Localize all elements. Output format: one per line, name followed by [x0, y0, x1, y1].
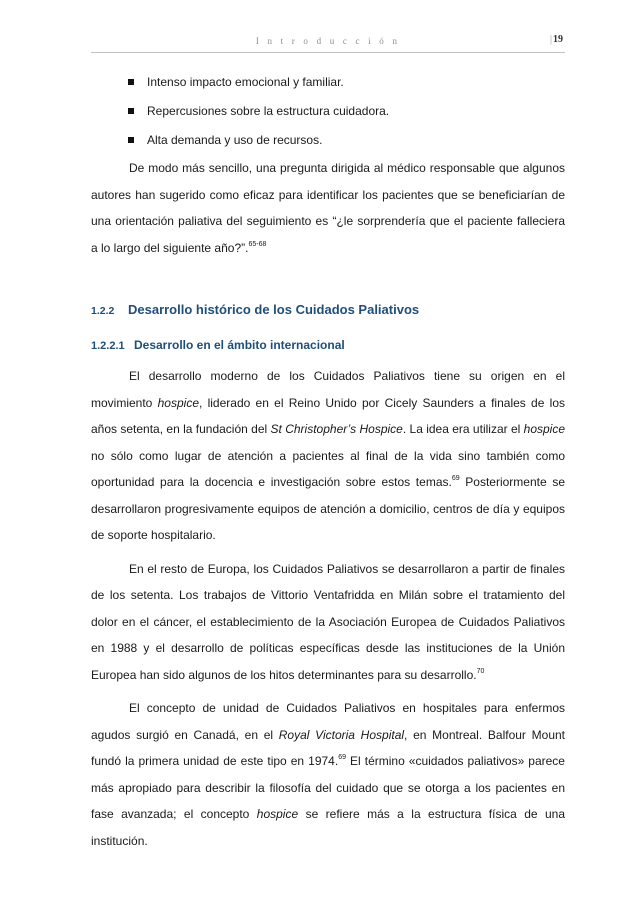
paragraph-text: , liderado en el Reino Unido por Cicely Saunders a finales de los años setenta, en la fundación del [91, 395, 566, 436]
emphasis-text: St Christopher’s Hospice [270, 422, 403, 436]
list-item [91, 68, 565, 97]
paragraph-text: El concepto de unidad de Cuidados Paliativos en hospitales para enfermos agudos surgió en Canadá, en el [91, 701, 565, 742]
bullet-list [91, 68, 565, 155]
section-heading [91, 295, 565, 326]
paragraph-text: El desarrollo moderno de los Cuidados Paliativos tiene su origen en el movimiento [91, 369, 565, 410]
subsection-title: Desarrollo en el ámbito internacional [133, 338, 345, 352]
list-item [91, 126, 565, 155]
paragraph-text: En el resto de Europa, los Cuidados Paliativos se desarrollaron a partir de finales de los setenta. Los trabajos de Vittorio Ventafridda en Milán sobre el tratamiento del dolor en el cáncer, el establecimiento de la Asociación Europea de Cuidados Paliativos en 1988 y el desarrollo de políticas específicas desde las instituciones de la Unión Europea han sido algunos de los hitos determinantes para su desarrollo. [91, 561, 565, 682]
section-number: 1.2.2 [91, 305, 115, 317]
citation-ref: 65-68 [248, 240, 267, 248]
list-item-text: Intenso impacto emocional y familiar. [147, 75, 344, 89]
emphasis-text: Royal Victoria Hospital [278, 727, 405, 742]
citation-ref: 70 [476, 667, 485, 675]
square-bullet-icon [128, 137, 134, 143]
paragraph [91, 363, 565, 549]
paragraph-text: . La idea era utilizar el [402, 422, 524, 436]
running-title: I n t r o d u c c i ó n [255, 36, 401, 46]
paragraph-text: se refiere más a la estructura física de una institución. [91, 807, 566, 848]
paragraph-text: Posteriormente se desarrollaron progresivamente equipos de atención a domicilio, centros de día y equipos de soporte hospitalario. [91, 475, 565, 542]
list-item-text: Repercusiones sobre la estructura cuidadora. [147, 104, 390, 118]
section-title: Desarrollo histórico de los Cuidados Paliativos [127, 302, 420, 317]
running-header [91, 34, 565, 53]
list-item-text: Alta demanda y uso de recursos. [147, 133, 323, 147]
paragraph-text: no sólo como lugar de atención a pacientes al final de la vida sino también como oportunidad para la docencia e investigación sobre estos temas. [91, 448, 565, 489]
square-bullet-icon [128, 79, 134, 85]
page-number [550, 34, 563, 45]
body-content [91, 68, 565, 854]
citation-ref: 69 [451, 475, 460, 482]
list-item [91, 97, 565, 126]
page-number-value: 19 [553, 34, 563, 45]
paragraph-text: De modo más sencillo, una pregunta dirigida al médico responsable que algunos autores han sugerido como eficaz para identificar los pacientes que se beneficiarían de una orientación paliativa del seguimiento es “¿le sorprendería que el paciente falleciera a lo largo del siguiente año?”. [91, 161, 565, 255]
citation-ref: 69 [338, 754, 346, 761]
subsection-number: 1.2.2.1 [91, 340, 125, 352]
emphasis-text: hospice [256, 807, 299, 821]
paragraph [91, 695, 565, 854]
paragraph [91, 155, 565, 261]
page-separator: | [549, 34, 552, 45]
paragraph [91, 556, 565, 689]
subsection-heading [91, 332, 565, 359]
square-bullet-icon [128, 108, 134, 114]
emphasis-text: hospice [523, 422, 566, 436]
paragraph-text: El término «cuidados paliativos» parece más apropiado para describir la filosofía del cuidado que se otorga a los pacientes en fase avanzada; el concepto [91, 754, 565, 821]
paragraph-text: , en Montreal. Balfour Mount fundó la primera unidad de este tipo en 1974. [91, 727, 565, 768]
emphasis-text: hospice [157, 395, 199, 410]
